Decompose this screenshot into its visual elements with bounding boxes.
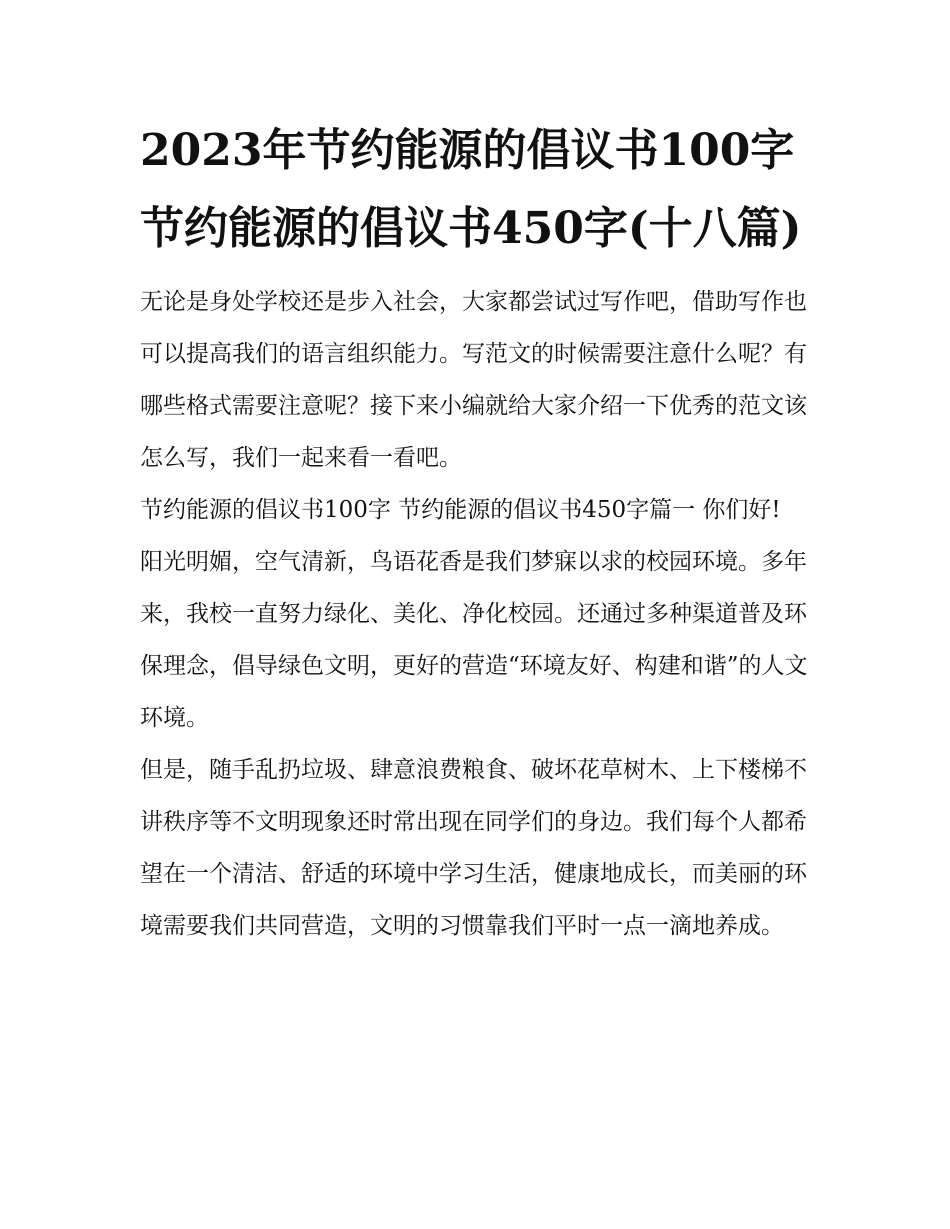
document-title: 2023年节约能源的倡议书100字 节约能源的倡议书450字(十八篇) bbox=[140, 125, 802, 254]
paragraph-problems: 但是，随手乱扔垃圾、肆意浪费粮食、破坏花草树木、上下楼梯不讲秩序等不文明现象还时常出现在同学们的身边。我们每个人都希望在一个清洁、舒适的环境中学习生活，健康地成长，而美丽的环境需要我们共同营造，文明的习惯靠我们平时一点一滴地养成。 bbox=[140, 757, 807, 939]
paragraph-environment: 阳光明媚，空气清新，鸟语花香是我们梦寐以求的校园环境。多年来，我校一直努力绿化、美化、净化校园。还通过多种渠道普及环保理念，倡导绿色文明，更好的营造“环境友好、构建和谐”的人文环境。 bbox=[140, 549, 808, 731]
paragraph-intro: 无论是身处学校还是步入社会，大家都尝试过写作吧，借助写作也可以提高我们的语言组织能力。写范文的时候需要注意什么呢？有哪些格式需要注意呢？接下来小编就给大家介绍一下优秀的范文该怎么写，我们一起来看一看吧。 bbox=[140, 289, 807, 471]
paragraph-heading-greeting: 节约能源的倡议书100字 节约能源的倡议书450字篇一 你们好! bbox=[140, 497, 781, 523]
document-page bbox=[140, 112, 820, 952]
document-body bbox=[140, 276, 820, 952]
